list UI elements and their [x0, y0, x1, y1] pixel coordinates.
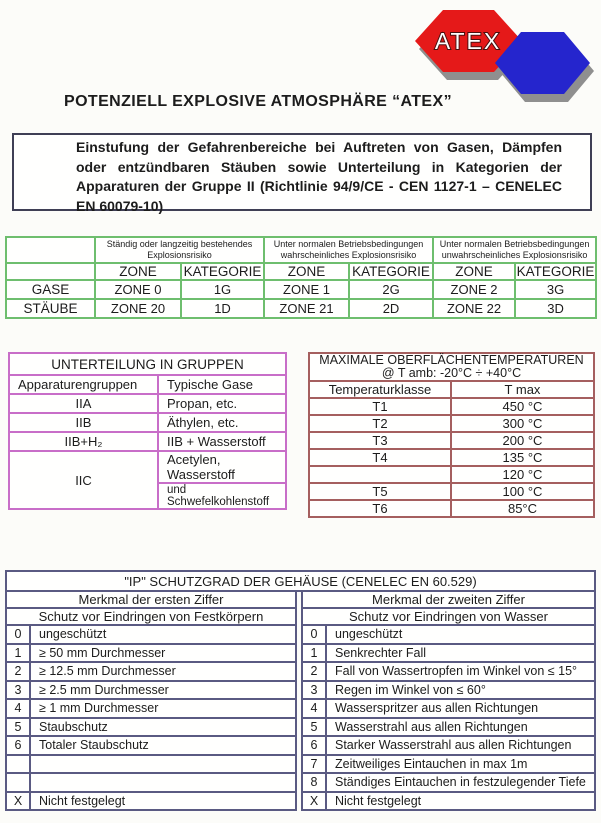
cell: ungeschützt — [326, 625, 595, 644]
cell: Äthylen, etc. — [158, 413, 286, 432]
cell — [6, 773, 30, 792]
table-row — [302, 792, 595, 811]
table-row — [6, 280, 596, 299]
cell: Nicht festgelegt — [30, 792, 296, 811]
table-row — [6, 755, 296, 774]
table-row — [9, 432, 286, 451]
cell: Staubschutz — [30, 718, 296, 737]
cell: Starker Wasserstrahl aus allen Richtungen — [326, 736, 595, 755]
cell: 6 — [302, 736, 326, 755]
cell: 4 — [6, 699, 30, 718]
cell: ZONE 1 — [264, 280, 349, 299]
corner-cell — [6, 237, 95, 263]
cell: Nicht festgelegt — [326, 792, 595, 811]
col-header: Apparaturengruppen — [9, 375, 158, 394]
table-row — [309, 500, 594, 517]
cell: 100 °C — [451, 483, 594, 500]
cell: ungeschützt — [30, 625, 296, 644]
table-row — [302, 625, 595, 644]
cell: T1 — [309, 398, 451, 415]
cell: 8 — [302, 773, 326, 792]
table-row — [309, 353, 594, 381]
cell: 1G — [181, 280, 264, 299]
cell: 300 °C — [451, 415, 594, 432]
cell: 1 — [6, 644, 30, 663]
cell: 1D — [181, 299, 264, 318]
cell: ≥ 2.5 mm Durchmesser — [30, 681, 296, 700]
logo-text: ATEX — [434, 28, 502, 54]
table-row — [6, 736, 296, 755]
table-row — [9, 353, 286, 375]
cell: 5 — [302, 718, 326, 737]
table-row — [302, 773, 595, 792]
intro-text: Einstufung der Gefahrenbereiche bei Auftreten von Gasen, Dämpfen oder entzündbaren Stäuben sowie Unterteilung in Kategorien der Apparaturen der Gruppe II (Richtlinie 94/9/CE - CEN 1127-1 – CENELEC EN 60079-10) — [76, 139, 562, 214]
cell: IIC — [9, 451, 158, 509]
table-row — [9, 375, 286, 394]
col-header: ZONE — [264, 263, 349, 280]
table-title-line1: MAXIMALE OBERFLÄCHENTEMPERATUREN — [319, 353, 584, 367]
table-row — [309, 466, 594, 483]
cell: ZONE 21 — [264, 299, 349, 318]
temperature-table — [308, 352, 595, 518]
ip-section — [5, 570, 596, 811]
cell: 2D — [349, 299, 433, 318]
table-row — [302, 681, 595, 700]
ip-table-right — [301, 590, 596, 811]
table-row — [302, 591, 595, 608]
table-row — [302, 608, 595, 625]
col-header: Merkmal der ersten Ziffer — [6, 591, 296, 608]
table-row — [302, 718, 595, 737]
cell: 2 — [6, 662, 30, 681]
cell: 200 °C — [451, 432, 594, 449]
group-header: Ständig oder langzeitig bestehendes Explosionsrisiko — [95, 237, 264, 263]
table-row — [6, 662, 296, 681]
cell: Fall von Wassertropfen im Winkel von ≤ 15° — [326, 662, 595, 681]
cell: 0 — [6, 625, 30, 644]
table-row — [6, 608, 296, 625]
cell: Totaler Staubschutz — [30, 736, 296, 755]
cell: 3 — [6, 681, 30, 700]
row-label: STÄUBE — [6, 299, 95, 318]
table-row — [6, 681, 296, 700]
cell: Senkrechter Fall — [326, 644, 595, 663]
col-header: Typische Gase — [158, 375, 286, 394]
cell: Wasserspritzer aus allen Richtungen — [326, 699, 595, 718]
zones-group-header-row — [6, 237, 596, 263]
table-row — [302, 662, 595, 681]
row-label: GASE — [6, 280, 95, 299]
cell: 120 °C — [451, 466, 594, 483]
cell: Acetylen, Wasserstoff — [158, 451, 286, 483]
cell: 2 — [302, 662, 326, 681]
table-row — [6, 644, 296, 663]
groups-table — [8, 352, 287, 510]
cell: 135 °C — [451, 449, 594, 466]
table-row — [309, 432, 594, 449]
col-header: ZONE — [433, 263, 515, 280]
cell: 0 — [302, 625, 326, 644]
zones-col-header-row — [6, 263, 596, 280]
cell: 1 — [302, 644, 326, 663]
cell — [6, 755, 30, 774]
cell: Ständiges Eintauchen in festzulegender Tiefe — [326, 773, 595, 792]
ip-table-left — [5, 590, 297, 811]
cell: Wasserstrahl aus allen Richtungen — [326, 718, 595, 737]
intro-box — [12, 133, 592, 214]
cell: 3 — [302, 681, 326, 700]
page-title: POTENZIELL EXPLOSIVE ATMOSPHÄRE “ATEX” — [64, 93, 452, 110]
table-row — [9, 451, 286, 483]
cell: 7 — [302, 755, 326, 774]
cell: ≥ 50 mm Durchmesser — [30, 644, 296, 663]
cell: T2 — [309, 415, 451, 432]
cell: IIB — [9, 413, 158, 432]
atex-logo — [400, 2, 598, 102]
cell: 85°C — [451, 500, 594, 517]
cell: Propan, etc. — [158, 394, 286, 413]
table-row — [6, 299, 596, 318]
cell: IIB+H₂ — [9, 432, 158, 451]
corner-cell — [6, 263, 95, 280]
table-title — [309, 353, 594, 381]
zones-table — [5, 236, 597, 319]
col-header: KATEGORIE — [349, 263, 433, 280]
cell: Zeitweiliges Eintauchen in max 1m — [326, 755, 595, 774]
cell: ≥ 1 mm Durchmesser — [30, 699, 296, 718]
cell: 2G — [349, 280, 433, 299]
cell: T5 — [309, 483, 451, 500]
col-header: Schutz vor Eindringen von Festkörpern — [6, 608, 296, 625]
cell: Regen im Winkel von ≤ 60° — [326, 681, 595, 700]
cell: ZONE 2 — [433, 280, 515, 299]
table-row — [6, 625, 296, 644]
table-row — [9, 394, 286, 413]
table-row — [309, 449, 594, 466]
group-header: Unter normalen Betriebsbedingungen unwahrscheinliches Explosionsrisiko — [433, 237, 596, 263]
table-row — [302, 644, 595, 663]
cell: ZONE 0 — [95, 280, 181, 299]
cell: 4 — [302, 699, 326, 718]
table-row — [6, 699, 296, 718]
cell: ZONE 22 — [433, 299, 515, 318]
cell: 3G — [515, 280, 596, 299]
cell: T3 — [309, 432, 451, 449]
col-header: KATEGORIE — [516, 264, 595, 279]
cell: 6 — [6, 736, 30, 755]
ip-table-title: "IP" SCHUTZGRAD DER GEHÄUSE (CENELEC EN 60.529) — [5, 570, 596, 592]
cell: X — [6, 792, 30, 811]
table-row — [6, 718, 296, 737]
table-row — [302, 736, 595, 755]
table-row — [6, 591, 296, 608]
table-row — [6, 773, 296, 792]
table-row — [6, 792, 296, 811]
cell: T4 — [309, 449, 451, 466]
cell: ZONE 20 — [95, 299, 181, 318]
table-title-line2: @ T amb: -20°C ÷ +40°C — [381, 366, 522, 380]
cell: IIB + Wasserstoff — [158, 432, 286, 451]
cell — [30, 755, 296, 774]
cell: ≥ 12.5 mm Durchmesser — [30, 662, 296, 681]
table-row — [309, 483, 594, 500]
cell — [30, 773, 296, 792]
cell — [309, 466, 451, 483]
col-header: Temperaturklasse — [309, 381, 451, 398]
table-row — [309, 398, 594, 415]
col-header: Schutz vor Eindringen von Wasser — [302, 608, 595, 625]
col-header: KATEGORIE — [181, 263, 264, 280]
table-title: UNTERTEILUNG IN GRUPPEN — [9, 353, 286, 375]
table-row — [302, 699, 595, 718]
cell: IIA — [9, 394, 158, 413]
col-header: ZONE — [95, 263, 181, 280]
group-header: Unter normalen Betriebsbedingungen wahrscheinliches Explosionsrisiko — [264, 237, 433, 263]
cell: 5 — [6, 718, 30, 737]
cell: und Schwefelkohlenstoff — [158, 483, 286, 509]
col-header: T max — [451, 381, 594, 398]
cell: T6 — [309, 500, 451, 517]
table-row — [309, 381, 594, 398]
table-row — [9, 413, 286, 432]
ip-table-halves — [5, 590, 596, 811]
table-row — [302, 755, 595, 774]
cell: X — [302, 792, 326, 811]
col-header: Merkmal der zweiten Ziffer — [302, 591, 595, 608]
cell: 450 °C — [451, 398, 594, 415]
table-row — [309, 415, 594, 432]
cell: 3D — [515, 299, 596, 318]
